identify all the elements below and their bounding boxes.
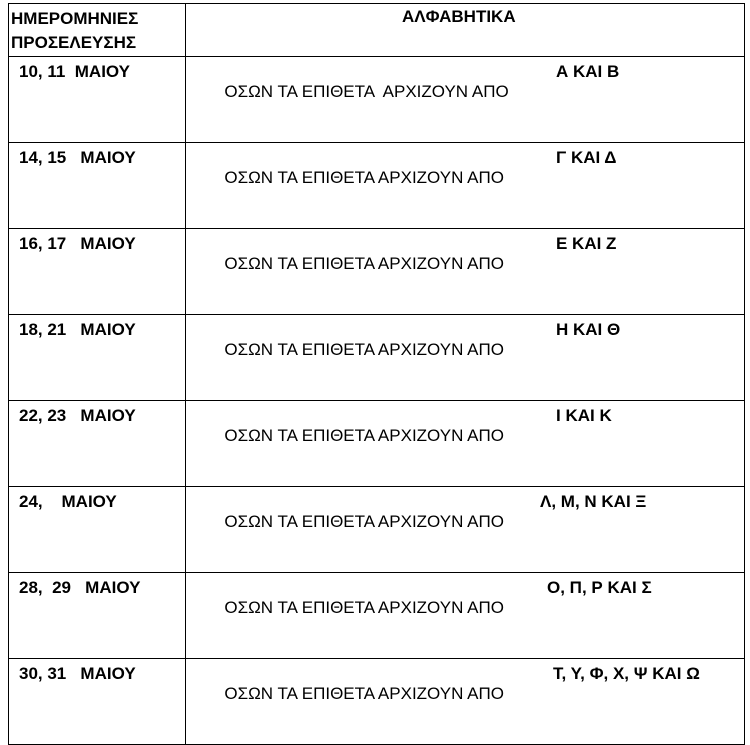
- alpha-cell: [186, 573, 745, 659]
- letter-range: Ο, Π, Ρ ΚΑΙ Σ: [547, 578, 652, 597]
- letter-range: Τ, Υ, Φ, Χ, Ψ ΚΑΙ Ω: [553, 664, 700, 683]
- table-row: [9, 573, 745, 659]
- alpha-cell: [186, 659, 745, 745]
- date-cell: 16, 17 ΜΑΙΟΥ: [9, 229, 186, 315]
- letter-range: Λ, Μ, Ν ΚΑΙ Ξ: [540, 492, 647, 511]
- header-alphabetical: ΑΛΦΑΒΗΤΙΚΑ: [186, 4, 745, 57]
- table-row: [9, 143, 745, 229]
- date-cell: 14, 15 ΜΑΙΟΥ: [9, 143, 186, 229]
- alpha-cell: [186, 57, 745, 143]
- table-row: [9, 229, 745, 315]
- alpha-cell: [186, 401, 745, 487]
- letter-range: Η ΚΑΙ Θ: [556, 320, 621, 339]
- surname-phrase: ΟΣΩΝ ΤΑ ΕΠΙΘΕΤΑ ΑΡΧΙΖΟΥΝ ΑΠΟ: [224, 340, 504, 359]
- header-dates-line2: ΠΡΟΣΕΛΕΥΣΗΣ: [11, 33, 137, 52]
- alpha-cell: [186, 229, 745, 315]
- date-cell: 22, 23 ΜΑΙΟΥ: [9, 401, 186, 487]
- surname-phrase: ΟΣΩΝ ΤΑ ΕΠΙΘΕΤΑ ΑΡΧΙΖΟΥΝ ΑΠΟ: [224, 426, 504, 445]
- surname-phrase: ΟΣΩΝ ΤΑ ΕΠΙΘΕΤΑ ΑΡΧΙΖΟΥΝ ΑΠΟ: [224, 168, 504, 187]
- date-cell: 28, 29 ΜΑΙΟΥ: [9, 573, 186, 659]
- date-cell: 30, 31 ΜΑΙΟΥ: [9, 659, 186, 745]
- letter-range: Ε ΚΑΙ Ζ: [556, 234, 617, 253]
- header-dates: [9, 4, 186, 57]
- surname-phrase: ΟΣΩΝ ΤΑ ΕΠΙΘΕΤΑ ΑΡΧΙΖΟΥΝ ΑΠΟ: [224, 512, 504, 531]
- table-header-row: [9, 4, 745, 57]
- letter-range: Γ ΚΑΙ Δ: [556, 148, 617, 167]
- letter-range: Ι ΚΑΙ Κ: [556, 406, 612, 425]
- table-row: [9, 315, 745, 401]
- alpha-cell: [186, 315, 745, 401]
- date-cell: 10, 11 ΜΑΙΟΥ: [9, 57, 186, 143]
- header-dates-line1: ΗΜΕΡΟΜΗΝΙΕΣ: [11, 9, 139, 28]
- alpha-cell: [186, 143, 745, 229]
- table-row: [9, 401, 745, 487]
- table-row: [9, 487, 745, 573]
- table-row: [9, 57, 745, 143]
- date-cell: 24, ΜΑΙΟΥ: [9, 487, 186, 573]
- date-cell: 18, 21 ΜΑΙΟΥ: [9, 315, 186, 401]
- letter-range: Α ΚΑΙ Β: [556, 62, 620, 81]
- surname-phrase: ΟΣΩΝ ΤΑ ΕΠΙΘΕΤΑ ΑΡΧΙΖΟΥΝ ΑΠΟ: [224, 254, 504, 273]
- surname-phrase: ΟΣΩΝ ΤΑ ΕΠΙΘΕΤΑ ΑΡΧΙΖΟΥΝ ΑΠΟ: [224, 684, 504, 703]
- surname-phrase: ΟΣΩΝ ΤΑ ΕΠΙΘΕΤΑ ΑΡΧΙΖΟΥΝ ΑΠΟ: [224, 598, 504, 617]
- table-row: [9, 659, 745, 745]
- surname-phrase: ΟΣΩΝ ΤΑ ΕΠΙΘΕΤΑ ΑΡΧΙΖΟΥΝ ΑΠΟ: [224, 82, 509, 101]
- alpha-cell: [186, 487, 745, 573]
- schedule-table: [8, 3, 745, 745]
